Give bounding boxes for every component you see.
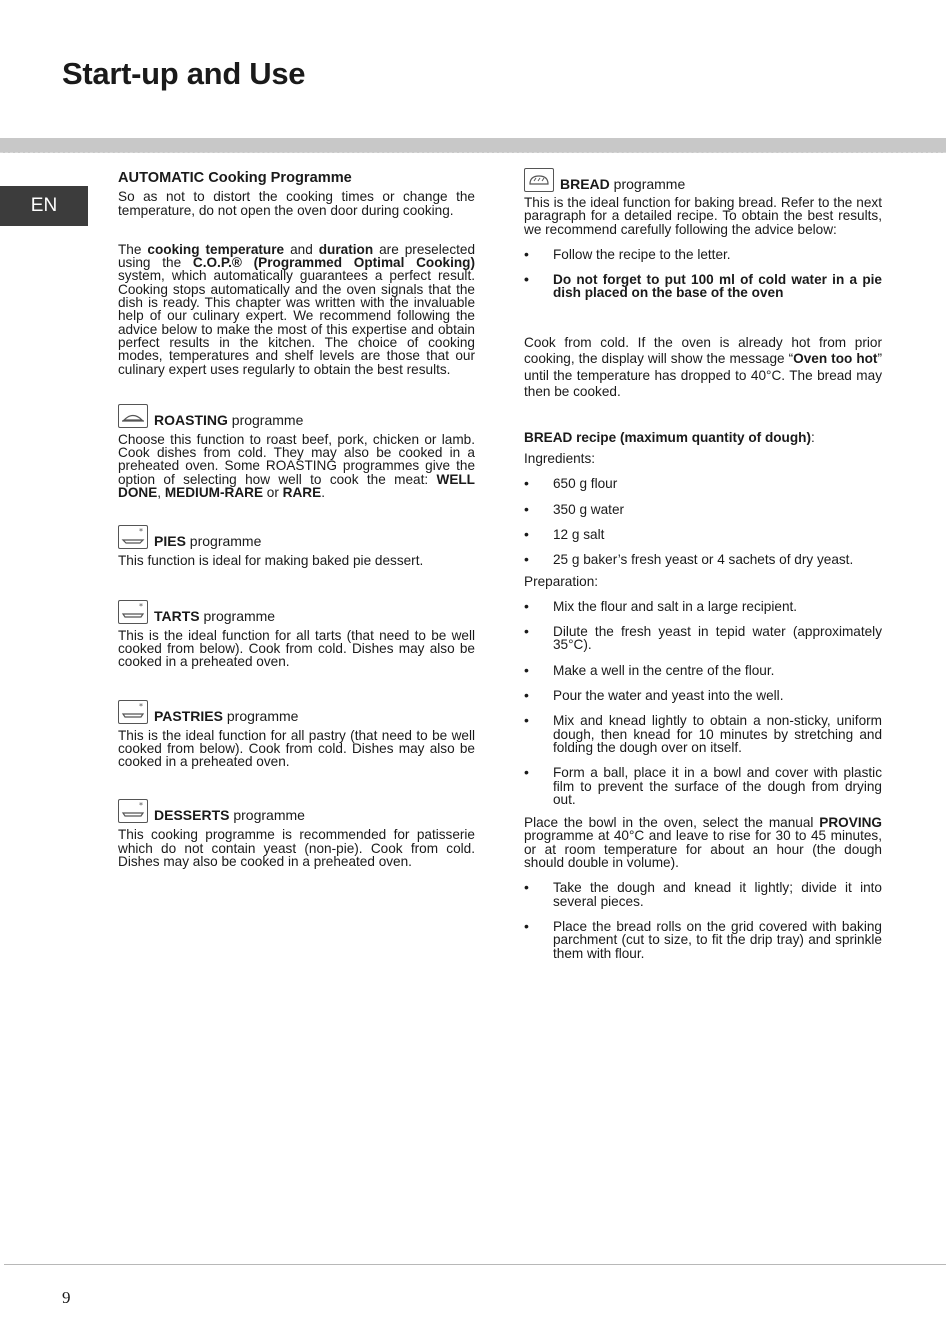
roasting-section	[118, 398, 475, 499]
list-item: • 25 g baker’s fresh yeast or 4 sachets of dry yeast.	[524, 553, 882, 566]
bread-cold-note: Cook from cold. If the oven is already hot from prior cooking, the display will show the message “Oven too hot” until the temperature has dropped to 40°C. The bread may then be cooked.	[524, 334, 882, 400]
pies-section	[118, 519, 475, 567]
bread-section	[524, 166, 882, 401]
roasting-text: Choose this function to roast beef, pork, chicken or lamb. Cook dishes from cold. They may also be cooked in a preheated oven. Some ROASTING programmes give the option of selecting how well to cook the meat: WELL DONE, MEDIUM-RARE or RARE.	[118, 431, 475, 501]
pastry-icon	[118, 700, 148, 724]
pastries-text: This is the ideal function for all pastry (that need to be well cooked from below). Cook from cold. Dishes may also be cooked in a preheated oven.	[118, 727, 475, 770]
roasting-icon	[118, 404, 148, 428]
svg-text:*: *	[139, 601, 143, 611]
preparation-steps	[524, 600, 882, 806]
list-item: • Dilute the fresh yeast in tepid water (approximately 35°C).	[524, 625, 882, 652]
ingredients-list	[524, 477, 882, 566]
list-item: • Pour the water and yeast into the well.	[524, 689, 882, 702]
bread-intro: This is the ideal function for baking bread. Refer to the next paragraph for a detailed recipe. To obtain the best results, we recommend carefully following the advice below:	[524, 195, 882, 237]
list-item: • Make a well in the centre of the flour.	[524, 664, 882, 677]
dessert-icon	[118, 799, 148, 823]
desserts-heading: DESSERTS programme	[154, 807, 305, 824]
svg-text:*: *	[139, 801, 143, 811]
svg-text:*: *	[139, 701, 143, 711]
page-number: 9	[62, 1288, 71, 1307]
list-item: • Mix the flour and salt in a large recipient.	[524, 600, 882, 613]
list-item: • 650 g flour	[524, 477, 882, 490]
recipe-heading: BREAD recipe (maximum quantity of dough):	[524, 429, 815, 445]
pies-heading: PIES programme	[154, 533, 262, 550]
page-title: Start-up and Use	[62, 56, 306, 91]
tarts-text: This is the ideal function for all tarts (that need to be well cooked from below). Cook from cold. Dishes may also be cooked in a preheated oven.	[118, 627, 475, 670]
list-item: • Form a ball, place it in a bowl and cover with plastic film to prevent the surface of the dough from drying out.	[524, 766, 882, 806]
svg-text:*: *	[139, 527, 143, 537]
list-item: • Mix and knead lightly to obtain a non-sticky, uniform dough, then knead for 10 minutes by stretching and folding the dough over on itself.	[524, 714, 882, 754]
preparation-label: Preparation:	[524, 573, 599, 589]
pies-text: This function is ideal for making baked pie dessert.	[118, 553, 424, 569]
ingredients-label: Ingredients:	[524, 451, 596, 467]
language-tab: EN	[0, 186, 88, 226]
tarts-heading: TARTS programme	[154, 607, 276, 624]
list-item: • Do not forget to put 100 ml of cold water in a pie dish placed on the base of the oven	[524, 273, 882, 300]
automatic-intro: So as not to distort the cooking times or change the temperature, do not open the oven door during cooking.	[118, 189, 475, 218]
automatic-body: The cooking temperature and duration are preselected using the C.O.P.® (Programmed Optimal Cooking) system, which automatically guarantees a perfect result. Cooking stops automatically and the oven signals that the dish is ready. This chapter was written with the invaluable help of our culinary expert. We recommend following the advice below to make the most of this expertise and obtain perfect results in the kitchen. The choice of cooking modes, temperatures and shelf levels are those that our culinary expert uses regularly to obtain the best results.	[118, 241, 476, 377]
list-item: • Take the dough and knead it lightly; divide it into several pieces.	[524, 881, 882, 908]
list-item: • 350 g water	[524, 503, 882, 516]
footer-rule	[4, 1264, 946, 1265]
list-item: • Place the bread rolls on the grid covered with baking parchment (cut to size, to fit the drip tray) and sprinkle them with flour.	[524, 920, 882, 960]
desserts-section	[118, 793, 475, 868]
pastries-heading: PASTRIES programme	[154, 707, 299, 724]
pie-icon	[118, 525, 148, 549]
header-bar	[0, 138, 946, 153]
list-item: • Follow the recipe to the letter.	[524, 248, 882, 261]
roasting-heading: ROASTING programme	[154, 411, 304, 428]
tarts-section	[118, 594, 475, 669]
bread-advice-list	[524, 248, 882, 300]
recipe-section	[524, 431, 882, 960]
automatic-heading: AUTOMATIC Cooking Programme	[118, 170, 352, 186]
final-steps	[524, 881, 882, 959]
proving-paragraph: Place the bowl in the oven, select the manual PROVING programme at 40°C and leave to rise for 30 to 45 minutes, or at room temperature for about an hour (the dough should double in volume).	[524, 815, 882, 871]
right-column	[524, 166, 882, 960]
left-column	[118, 172, 475, 868]
automatic-section	[118, 172, 475, 376]
bread-heading: BREAD programme	[560, 176, 686, 192]
tart-icon	[118, 600, 148, 624]
desserts-text: This cooking programme is recommended for patisserie which do not contain yeast (non-pie). Cook from cold. Dishes may also be cooked in a preheated oven.	[118, 827, 475, 870]
list-item: • 12 g salt	[524, 528, 882, 541]
bread-icon	[524, 168, 554, 192]
pastries-section	[118, 694, 475, 769]
